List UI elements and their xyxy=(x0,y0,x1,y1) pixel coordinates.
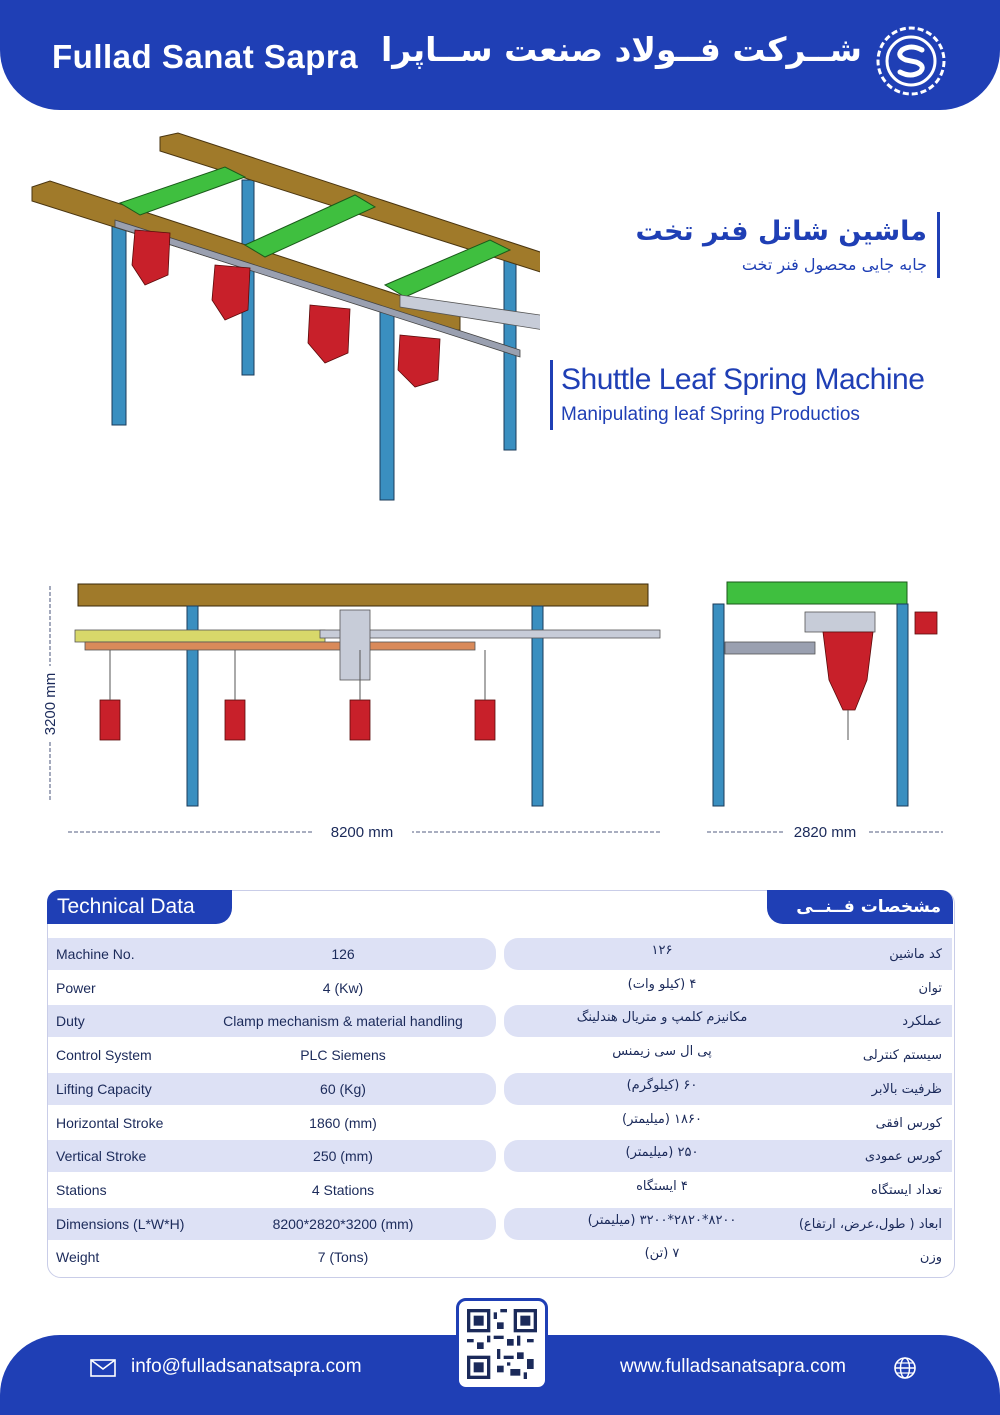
spec-value-en: 7 (Tons) xyxy=(317,1249,369,1265)
spec-label-en: Vertical Stroke xyxy=(56,1148,147,1164)
spec-label-en: Weight xyxy=(56,1249,100,1265)
spec-row-en xyxy=(48,1073,496,1105)
spec-row-fa xyxy=(504,1005,952,1037)
spec-row-fa xyxy=(504,1140,952,1172)
spec-row-en xyxy=(48,938,496,970)
spec-value-en: 126 xyxy=(331,946,355,962)
spec-row-en xyxy=(48,1005,496,1037)
company-logo-icon xyxy=(876,26,946,96)
spec-label-en: Stations xyxy=(56,1182,107,1198)
technical-data-title-en: Technical Data xyxy=(47,890,232,924)
product-title-en: Shuttle Leaf Spring Machine xyxy=(561,363,925,396)
spec-row-en xyxy=(48,1039,496,1071)
product-title-fa-block xyxy=(635,212,940,278)
spec-row-fa xyxy=(504,1241,952,1273)
spec-value-en: Clamp mechanism & material handling xyxy=(223,1013,463,1029)
mail-icon xyxy=(90,1359,116,1377)
spec-value-fa: مکانیزم کلمپ و متریال هندلینگ xyxy=(576,1010,748,1025)
width-dimension-label: 2820 mm xyxy=(793,824,857,840)
spec-value-en: 4 (Kw) xyxy=(322,980,364,996)
length-dimension-label: 8200 mm xyxy=(330,824,394,840)
spec-label-fa: تعداد ایستگاه xyxy=(871,1183,942,1198)
spec-row-fa xyxy=(504,972,952,1004)
product-title-fa: ماشین شاتل فنر تخت xyxy=(635,216,927,247)
spec-label-fa: سیستم کنترلی xyxy=(862,1048,942,1063)
footer-website[interactable]: www.fulladsanatsapra.com xyxy=(620,1356,846,1377)
spec-label-fa: کد ماشین xyxy=(889,947,942,962)
spec-label-fa: کورس افقی xyxy=(875,1116,942,1131)
spec-value-fa: ۱۸۶۰ (میلیمتر) xyxy=(622,1112,702,1127)
spec-value-fa: ۴ ایستگاه xyxy=(636,1179,688,1194)
technical-data-title-fa: مشخصات فــنــی xyxy=(767,890,953,924)
spec-label-fa: توان xyxy=(918,981,942,996)
spec-row-en xyxy=(48,1107,496,1139)
spec-value-en: 4 Stations xyxy=(311,1182,375,1198)
footer-email[interactable]: info@fulladsanatsapra.com xyxy=(131,1356,362,1377)
machine-side-view-drawing xyxy=(695,570,955,840)
spec-value-fa: ۷ (تن) xyxy=(644,1246,680,1261)
product-subtitle-fa: جابه جایی محصول فنر تخت xyxy=(741,255,927,274)
qr-code-icon xyxy=(467,1309,537,1379)
qr-code[interactable] xyxy=(456,1298,548,1390)
globe-icon xyxy=(893,1356,917,1380)
height-dimension-label: 3200 mm xyxy=(42,672,59,736)
product-title-en-block xyxy=(550,360,924,430)
machine-front-view-drawing xyxy=(30,570,670,840)
company-name-en: Fullad Sanat Sapra xyxy=(52,38,359,75)
spec-label-en: Duty xyxy=(56,1013,85,1029)
spec-value-fa: ۴ (کیلو وات) xyxy=(627,977,697,992)
spec-value-fa: پی ال سی زیمنس xyxy=(612,1044,712,1059)
spec-label-fa: وزن xyxy=(919,1250,942,1265)
spec-row-fa xyxy=(504,938,952,970)
spec-label-en: Machine No. xyxy=(56,946,135,962)
spec-row-fa xyxy=(504,1107,952,1139)
spec-label-en: Lifting Capacity xyxy=(56,1081,152,1097)
spec-value-en: 1860 (mm) xyxy=(309,1115,377,1131)
machine-isometric-illustration xyxy=(20,125,540,525)
spec-row-fa xyxy=(504,1039,952,1071)
spec-row-fa xyxy=(504,1073,952,1105)
spec-row-fa xyxy=(504,1174,952,1206)
spec-value-en: PLC Siemens xyxy=(300,1047,386,1063)
spec-row-en xyxy=(48,1208,496,1240)
spec-row-fa xyxy=(504,1208,952,1240)
spec-value-en: 8200*2820*3200 (mm) xyxy=(272,1216,414,1232)
spec-label-fa: ابعاد ( طول،عرض، ارتفاع) xyxy=(798,1217,942,1232)
company-name-fa: شــرکت فــولاد صنعت ســاپرا xyxy=(380,30,862,69)
spec-label-en: Dimensions (L*W*H) xyxy=(56,1216,185,1232)
spec-value-fa: ۲۵۰ (میلیمتر) xyxy=(625,1145,699,1160)
product-subtitle-en: Manipulating leaf Spring Productios xyxy=(561,404,860,425)
spec-value-en: 60 (Kg) xyxy=(320,1081,366,1097)
spec-label-fa: کورس عمودی xyxy=(864,1149,942,1164)
spec-label-en: Control System xyxy=(56,1047,152,1063)
spec-row-en xyxy=(48,1140,496,1172)
spec-label-en: Horizontal Stroke xyxy=(56,1115,164,1131)
spec-label-fa: ظرفیت بالابر xyxy=(871,1082,942,1097)
spec-row-en xyxy=(48,1241,496,1273)
spec-value-en: 250 (mm) xyxy=(313,1148,373,1164)
spec-label-fa: عملکرد xyxy=(902,1014,942,1029)
spec-row-en xyxy=(48,1174,496,1206)
spec-value-fa: ۸۲۰۰*۲۸۲۰*۳۲۰۰ (میلیمتر) xyxy=(587,1213,737,1228)
spec-label-en: Power xyxy=(56,980,96,996)
spec-row-en xyxy=(48,972,496,1004)
spec-value-fa: ۶۰ (کیلوگرم) xyxy=(626,1078,698,1093)
spec-value-fa: ۱۲۶ xyxy=(651,943,673,958)
